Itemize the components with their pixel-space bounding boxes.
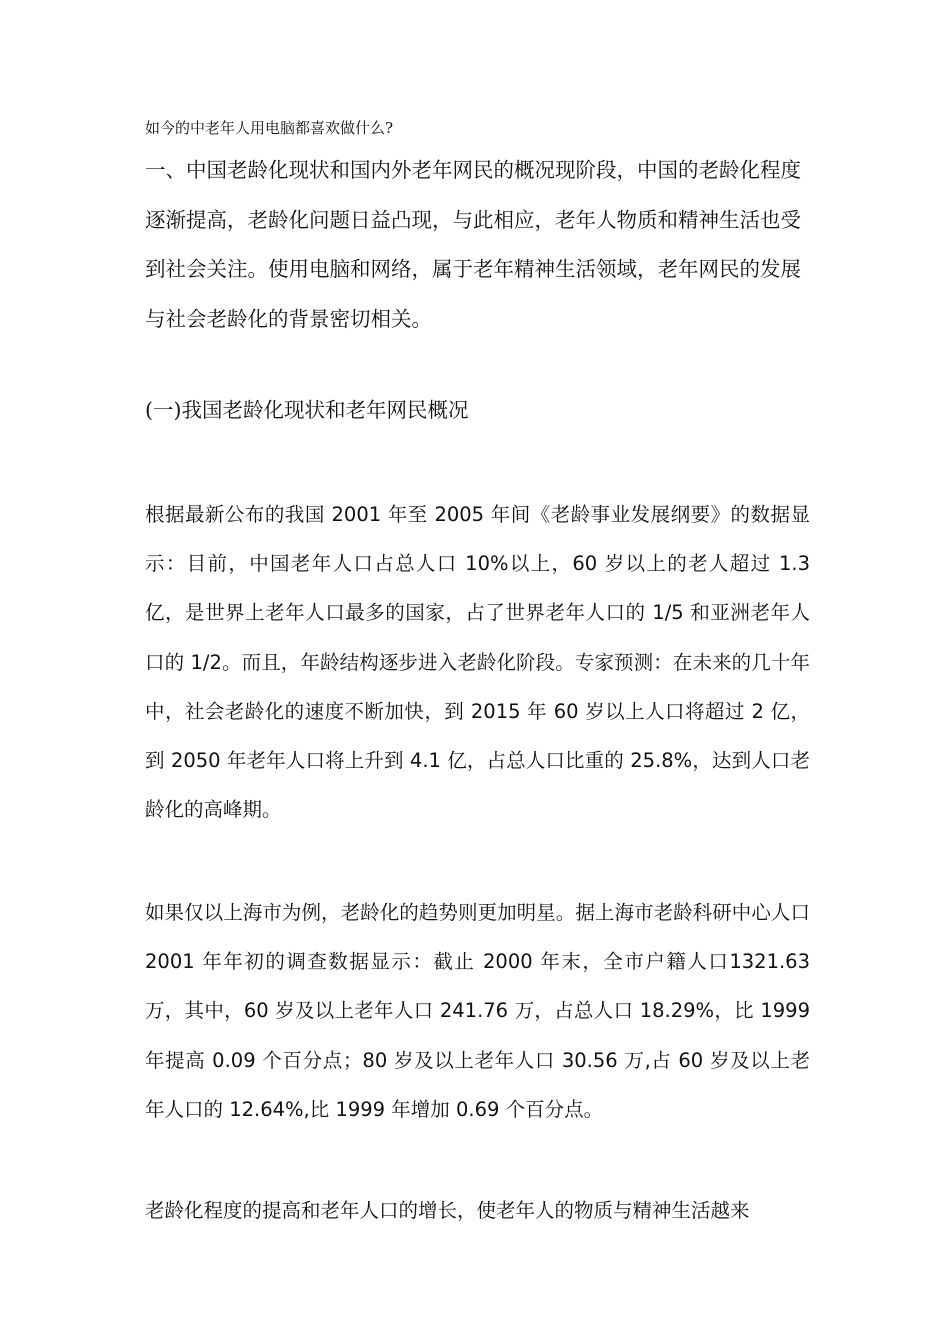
intro-paragraph: 一、中国老龄化现状和国内外老年网民的概况现阶段，中国的老龄化程度逐渐提高，老龄化问题日益凸现，与此相应，老年人物质和精神生活也受到社会关注。使用电脑和网络，属于老年精神生活领域，老年网民的发展与社会老龄化的背景密切相关。 xyxy=(145,158,801,331)
body-paragraph: 根据最新公布的我国 2001 年至 2005 年间《老龄事业发展纲要》的数据显示：目前，中国老年人口占总人口 10%以上，60 岁以上的老人超过 1.3 亿，是世界上老年人口最多的国家，占了世界老年人口的 1/5 和亚洲老年人口的 1/2。而且，年龄结构逐步进入老龄化阶段。专家预测：在未来的几十年中，社会老龄化的速度不断加快，到 2015 年 60 岁以上人口将超过 2 亿，到 2050 年老年人口将上升到 4.1 亿，占总人口比重的 25.8%，达到人口老龄化的高峰期。 xyxy=(145,503,810,822)
body-paragraph: 如果仅以上海市为例，老龄化的趋势则更加明星。据上海市老龄科研中心人口 2001 年年初的调查数据显示：截止 2000 年末，全市户籍人口1321.63 万，其中，60 岁及以上老年人口 241.76 万，占总人口 18.29%，比 1999 年提高 0.09 个百分点；80 岁及以上老年人口 30.56 万,占 60 岁及以上老年人口的 12.64%,比 1999 年增加 0.69 个百分点。 xyxy=(145,901,810,1121)
body-paragraph: 老龄化程度的提高和老年人口的增长，使老年人的物质与精神生活越来 xyxy=(145,1199,750,1222)
section-heading: (一)我国老龄化现状和老年网民概况 xyxy=(145,398,469,422)
document-title: 如今的中老年人用电脑都喜欢做什么? xyxy=(145,119,394,137)
